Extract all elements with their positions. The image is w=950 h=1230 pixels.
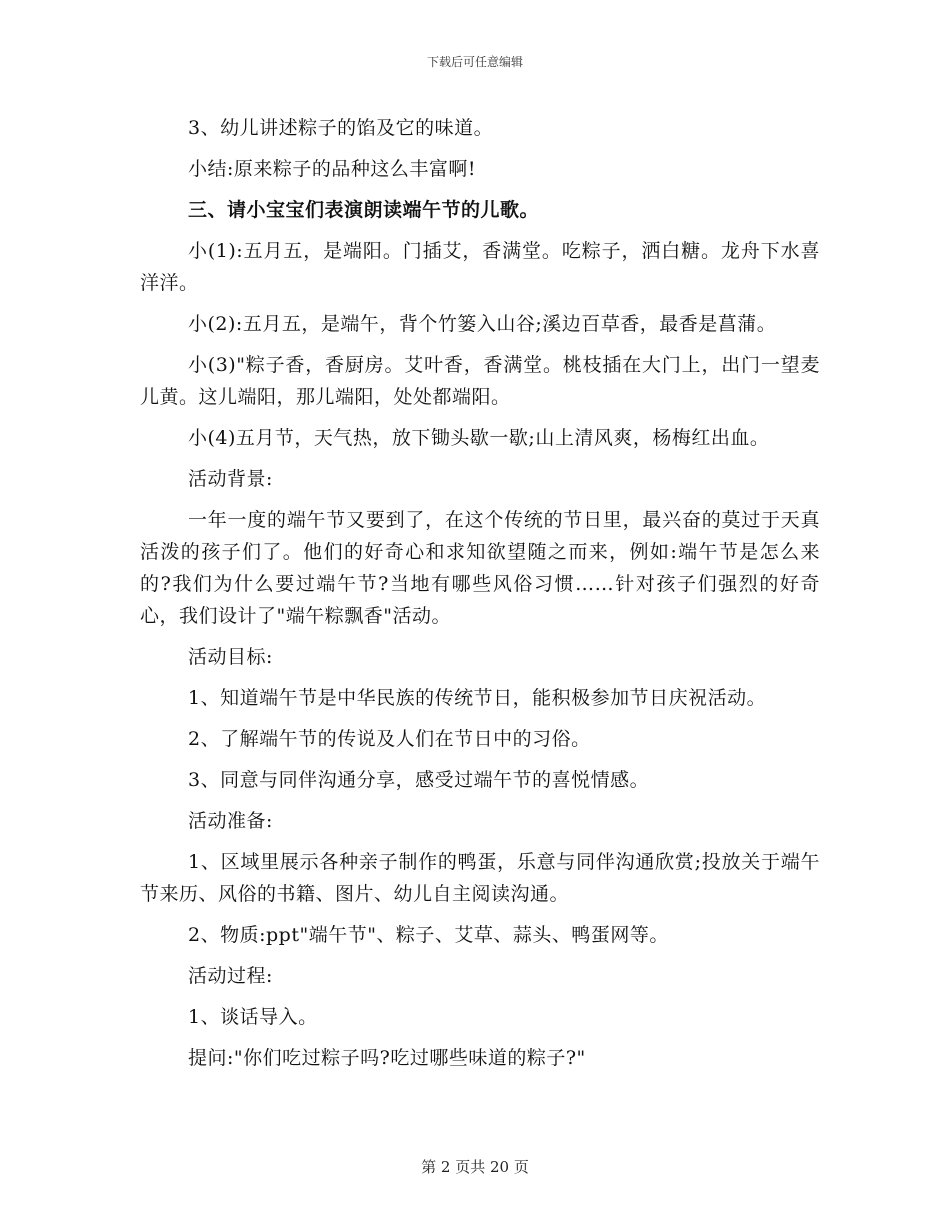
section-label: 活动过程: [188,965,273,987]
paragraph: 小(4)五月节，天气热，放下锄头歇一歇;山上清风爽，杨梅红出血。 [188,427,770,449]
paragraph: 小(2):五月五，是端午，背个竹篓入山谷;溪边百草香，最香是菖蒲。 [188,313,777,335]
section-heading: 三、请小宝宝们表演朗读端午节的儿歌。 [188,199,540,221]
paragraph: 2、物质:ppt"端午节"、粽子、艾草、蒜头、鸭蛋网等。 [188,924,669,946]
paragraph: 1、区域里展示各种亲子制作的鸭蛋，乐意与同伴沟通欣赏;投放关于端午节来历、风俗的书籍、图片、幼儿自主阅读沟通。 [140,851,820,905]
paragraph: 小结:原来粽子的品种这么丰富啊! [188,158,477,180]
paragraph: 2、了解端午节的传说及人们在节日中的习俗。 [188,728,591,750]
paragraph: 一年一度的端午节又要到了，在这个传统的节日里，最兴奋的莫过于天真活泼的孩子们了。他们的好奇心和求知欲望随之而来，例如:端午节是怎么来的?我们为什么要过端午节?当地有哪些风俗习惯……针对孩子们强烈的好奇心，我们设计了"端午粽飘香"活动。 [140,509,820,627]
paragraph: 1、谈话导入。 [188,1006,318,1028]
paragraph: 3、同意与同伴沟通分享，感受过端午节的喜悦情感。 [188,769,650,791]
paragraph: 小(1):五月五，是端阳。门插艾，香满堂。吃粽子，洒白糖。龙舟下水喜洋洋。 [140,240,820,294]
paragraph: 3、幼儿讲述粽子的馅及它的味道。 [188,117,494,139]
paragraph: 提问:"你们吃过粽子吗?吃过哪些味道的粽子?" [188,1047,586,1069]
paragraph: 小(3)"粽子香，香厨房。艾叶香，香满堂。桃枝插在大门上，出门一望麦儿黄。这儿端阳，那儿端阳，处处都端阳。 [140,354,820,408]
section-label: 活动目标: [188,646,273,668]
section-label: 活动背景: [188,468,273,490]
paragraph: 1、知道端午节是中华民族的传统节日，能积极参加节日庆祝活动。 [188,687,767,709]
page-footer: 第 2 页共 20 页 [421,1158,529,1176]
section-label: 活动准备: [188,810,273,832]
document-body [140,112,820,1083]
page-header: 下载后可任意编辑 [426,55,523,69]
